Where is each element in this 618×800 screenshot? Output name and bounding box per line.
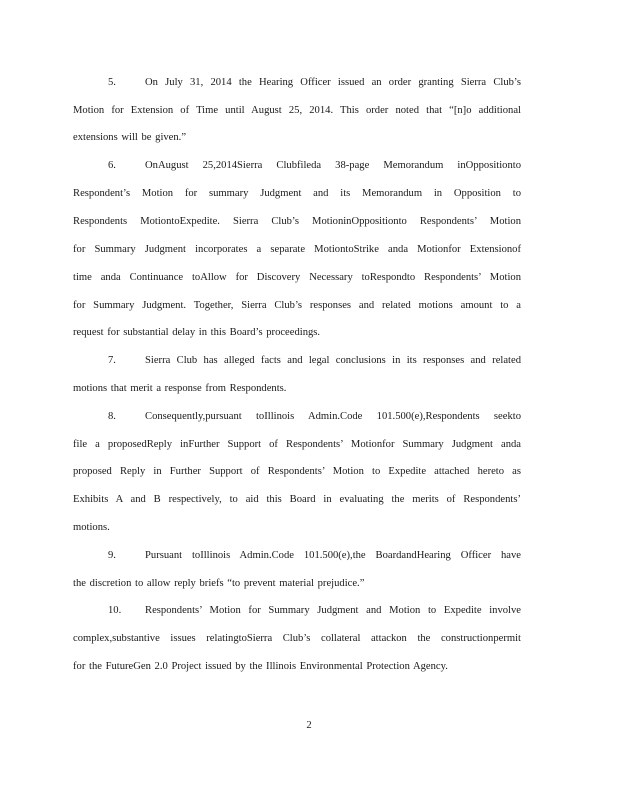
paragraph-6-line-6: for Summary Judgment. Together, Sierra Club’s responses and related motions amount to a (73, 300, 521, 311)
paragraph-number: 5. (108, 77, 116, 88)
paragraph-10-line-3: for the FutureGen 2.0 Project issued by the Illinois Environmental Protection Agency. (73, 661, 448, 672)
paragraph-9-line-1 (108, 549, 521, 563)
paragraph-6-line-4: for Summary Judgment incorporates a separate MotiontoStrike anda Motionfor Extensionof (73, 244, 521, 255)
paragraph-text: OnAugust 25,2014Sierra Clubfileda 38-page Memorandum inOppositionto (145, 160, 521, 171)
paragraph-number: 7. (108, 355, 116, 366)
paragraph-8-line-4: Exhibits A and B respectively, to aid this Board in evaluating the merits of Respondents’ (73, 494, 521, 505)
paragraph-9-line-2: the discretion to allow reply briefs “to prevent material prejudice.” (73, 578, 365, 589)
paragraph-10-line-1 (108, 604, 521, 618)
paragraph-text: Consequently,pursuant toIllinois Admin.Code 101.500(e),Respondents seekto (145, 411, 521, 422)
paragraph-text: Respondents’ Motion for Summary Judgment and Motion to Expedite involve (145, 605, 521, 616)
paragraph-7-line-2: motions that merit a response from Respondents. (73, 383, 287, 394)
paragraph-6-line-1 (108, 159, 521, 173)
paragraph-8-line-1 (108, 410, 521, 424)
page-number: 2 (306, 720, 312, 731)
paragraph-text: On July 31, 2014 the Hearing Officer issued an order granting Sierra Club’s (145, 77, 521, 88)
paragraph-8-line-5: motions. (73, 522, 110, 533)
paragraph-6-line-3: Respondents MotiontoExpedite. Sierra Club’s MotioninOppositionto Respondents’ Motion (73, 216, 521, 227)
paragraph-text: Pursuant toIllinois Admin.Code 101.500(e),the BoardandHearing Officer have (145, 550, 521, 561)
paragraph-8-line-2: file a proposedReply inFurther Support of Respondents’ Motionfor Summary Judgment anda (73, 439, 521, 450)
paragraph-5-line-2: Motion for Extension of Time until August 25, 2014. This order noted that “[n]o additional (73, 105, 521, 116)
paragraph-10-line-2: complex,substantive issues relatingtoSierra Club’s collateral attackon the constructionpermit (73, 633, 521, 644)
paragraph-text: Sierra Club has alleged facts and legal conclusions in its responses and related (145, 355, 521, 366)
paragraph-6-line-2: Respondent’s Motion for summary Judgment and its Memorandum in Opposition to (73, 188, 521, 199)
paragraph-6-line-5: time anda Continuance toAllow for Discovery Necessary toRespondto Respondents’ Motion (73, 272, 521, 283)
paragraph-5-line-3: extensions will be given.” (73, 132, 187, 143)
paragraph-number: 9. (108, 550, 116, 561)
paragraph-5-line-1 (108, 76, 521, 90)
paragraph-8-line-3: proposed Reply in Further Support of Respondents’ Motion to Expedite attached hereto as (73, 466, 521, 477)
paragraph-number: 6. (108, 160, 116, 171)
paragraph-7-line-1 (108, 354, 521, 368)
paragraph-number: 10. (108, 605, 122, 616)
paragraph-6-line-7: request for substantial delay in this Board’s proceedings. (73, 327, 321, 338)
paragraph-number: 8. (108, 411, 116, 422)
